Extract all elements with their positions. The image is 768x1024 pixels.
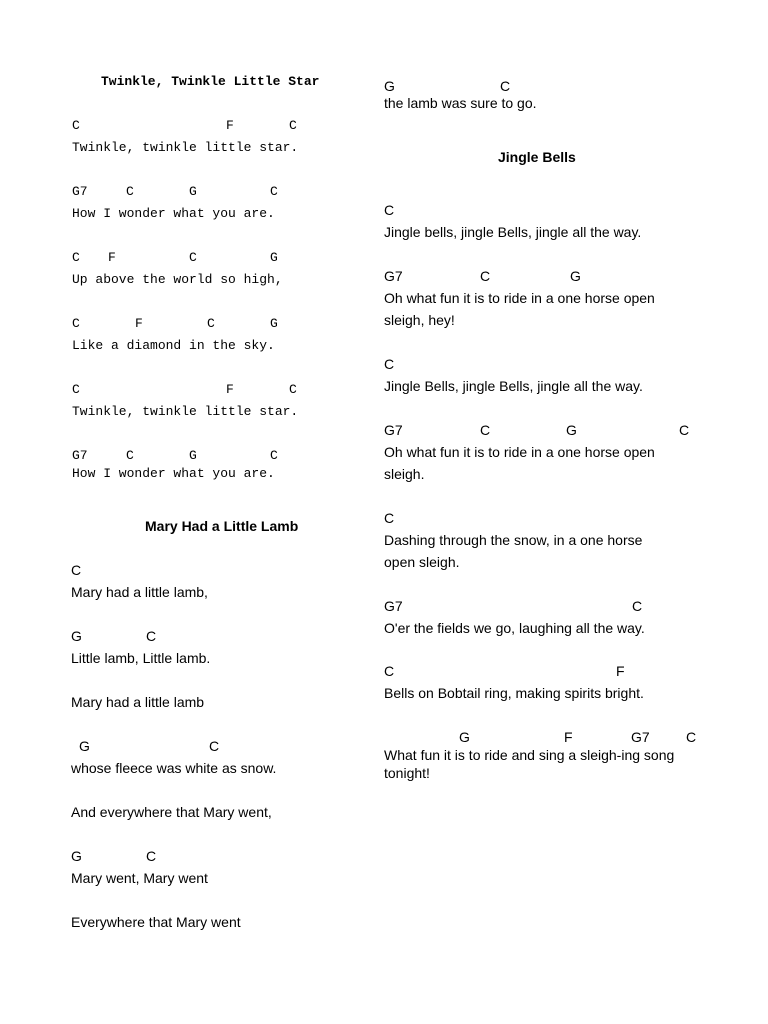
chord: C bbox=[500, 78, 511, 94]
chord: C bbox=[384, 202, 395, 218]
chord: F bbox=[616, 663, 625, 679]
lyric-line: And everywhere that Mary went, bbox=[71, 804, 272, 820]
chord: C bbox=[679, 422, 690, 438]
chord: F bbox=[564, 729, 573, 745]
lyric-line: Mary had a little lamb bbox=[71, 694, 205, 710]
lyric-line-cont: tonight! bbox=[384, 765, 430, 781]
chord: C bbox=[72, 316, 80, 331]
lyric-line: Mary had a little lamb, bbox=[71, 584, 208, 600]
chord: G7 bbox=[384, 598, 403, 614]
chord: C bbox=[72, 118, 80, 133]
chord: C bbox=[209, 738, 220, 754]
chord: F bbox=[226, 118, 234, 133]
lyric-line: Jingle bells, jingle Bells, jingle all the way. bbox=[384, 224, 642, 240]
lyric-line: How I wonder what you are. bbox=[72, 206, 275, 221]
lyric-line: Up above the world so high, bbox=[72, 272, 283, 287]
chord: G bbox=[384, 78, 395, 94]
chord: G7 bbox=[384, 422, 403, 438]
lyric-line: Bells on Bobtail ring, making spirits bright. bbox=[384, 685, 644, 701]
chord: C bbox=[384, 510, 395, 526]
lyric-line: O'er the fields we go, laughing all the way. bbox=[384, 620, 645, 636]
chord: F bbox=[226, 382, 234, 397]
chord: G bbox=[71, 848, 82, 864]
lyric-line: whose fleece was white as snow. bbox=[71, 760, 277, 776]
lyric-line: Twinkle, twinkle little star. bbox=[72, 140, 299, 155]
chord: F bbox=[108, 250, 116, 265]
chord: C bbox=[632, 598, 643, 614]
lyric-line: Twinkle, twinkle little star. bbox=[72, 404, 299, 419]
lyric-line: Like a diamond in the sky. bbox=[72, 338, 275, 353]
chord: G bbox=[270, 250, 278, 265]
chord: C bbox=[207, 316, 215, 331]
chord: C bbox=[146, 848, 157, 864]
lyric-line-cont: sleigh. bbox=[384, 466, 425, 482]
chord: C bbox=[480, 268, 491, 284]
lyric-line: Dashing through the snow, in a one horse bbox=[384, 532, 643, 548]
lyric-line: What fun it is to ride and sing a sleigh-ing song bbox=[384, 747, 675, 763]
twinkle-title: Twinkle, Twinkle Little Star bbox=[101, 74, 320, 89]
chord: G7 bbox=[384, 268, 403, 284]
chord: C bbox=[72, 250, 80, 265]
chord: G bbox=[566, 422, 577, 438]
chord: G7 bbox=[72, 184, 88, 199]
chord: C bbox=[384, 356, 395, 372]
chord: C bbox=[146, 628, 157, 644]
chord: C bbox=[189, 250, 197, 265]
chord: C bbox=[270, 448, 278, 463]
mary-title: Mary Had a Little Lamb bbox=[145, 518, 299, 534]
lyric-line: Oh what fun it is to ride in a one horse open bbox=[384, 290, 655, 306]
chord: G bbox=[79, 738, 90, 754]
lyric-line-cont: sleigh, hey! bbox=[384, 312, 455, 328]
lyric-line: Everywhere that Mary went bbox=[71, 914, 241, 930]
chord: C bbox=[289, 382, 297, 397]
chord: G bbox=[189, 448, 197, 463]
lyric-line: Mary went, Mary went bbox=[71, 870, 208, 886]
chord: C bbox=[384, 663, 395, 679]
lyric-line: Little lamb, Little lamb. bbox=[71, 650, 211, 666]
lyric-line-cont: open sleigh. bbox=[384, 554, 460, 570]
chord: C bbox=[126, 448, 134, 463]
chord: G bbox=[71, 628, 82, 644]
chord: C bbox=[126, 184, 134, 199]
jingle-title: Jingle Bells bbox=[498, 149, 576, 165]
chord: C bbox=[480, 422, 491, 438]
chord: G bbox=[189, 184, 197, 199]
chord: F bbox=[135, 316, 143, 331]
chord: C bbox=[270, 184, 278, 199]
chord: C bbox=[686, 729, 697, 745]
chord: G7 bbox=[631, 729, 650, 745]
chord: G bbox=[570, 268, 581, 284]
chord: C bbox=[71, 562, 82, 578]
lyric-line: the lamb was sure to go. bbox=[384, 95, 537, 111]
chord: G bbox=[459, 729, 470, 745]
chord: G bbox=[270, 316, 278, 331]
chord: C bbox=[289, 118, 297, 133]
chord: G7 bbox=[72, 448, 88, 463]
lyric-line: How I wonder what you are. bbox=[72, 466, 275, 481]
lyric-line: Jingle Bells, jingle Bells, jingle all the way. bbox=[384, 378, 643, 394]
chord: C bbox=[72, 382, 80, 397]
lyric-line: Oh what fun it is to ride in a one horse open bbox=[384, 444, 655, 460]
